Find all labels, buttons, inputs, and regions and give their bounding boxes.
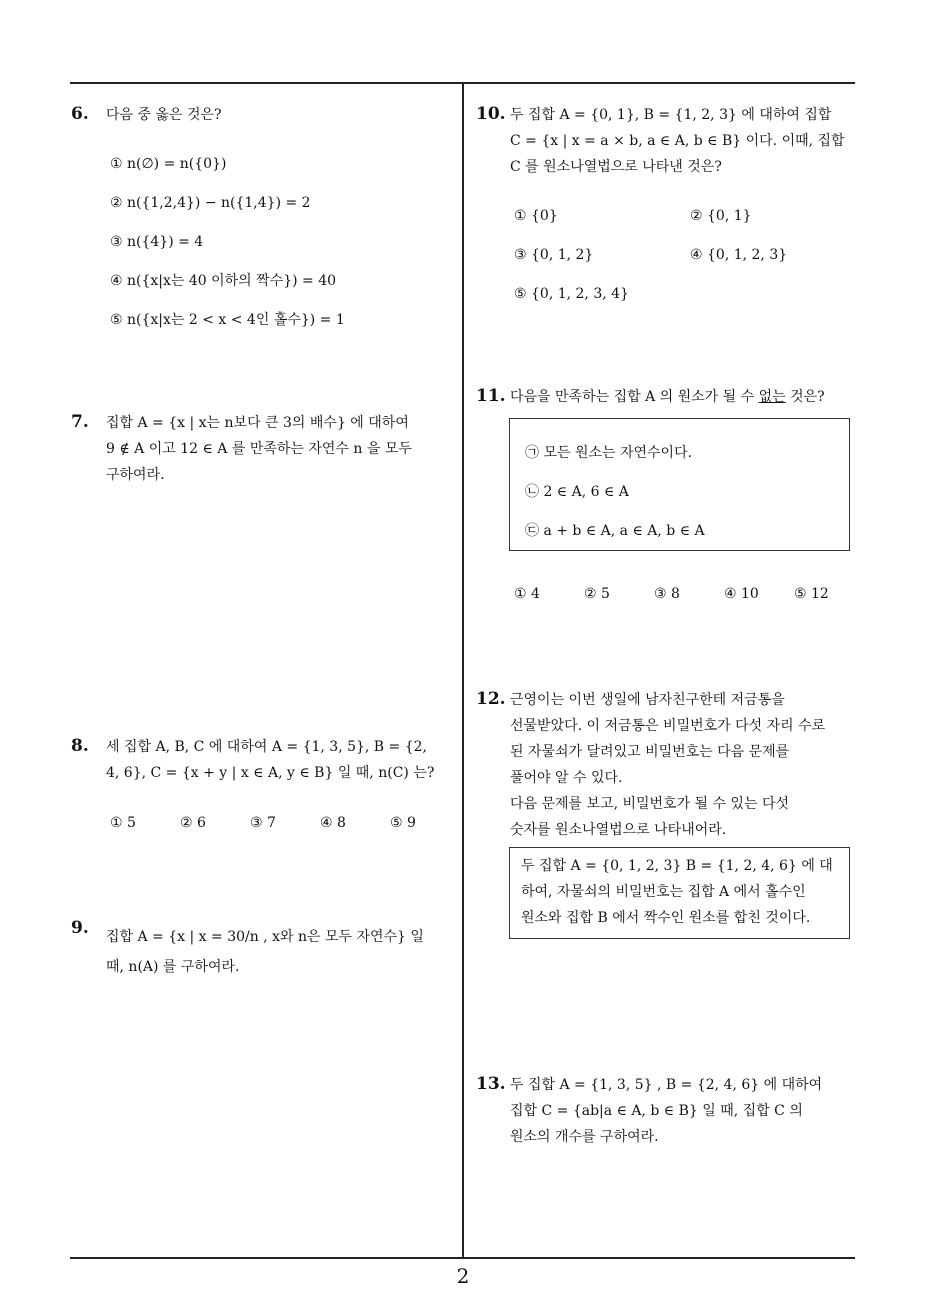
question-number: 7. xyxy=(71,412,89,432)
set-builder-expression: {x | x = 30/n , x와 n은 모두 자연수} xyxy=(168,929,406,945)
question-line-3: 된 자물쇠가 달려있고 비밀번호는 다음 문제를 xyxy=(510,744,790,760)
box-line-2: 하여, 자물쇠의 비밀번호는 집합 A 에서 홀수인 xyxy=(521,884,806,900)
option-5[interactable]: ⑤ 9 xyxy=(390,815,416,831)
condition-2: ㉡ 2 ∈ A, 6 ∈ A xyxy=(525,484,629,500)
question-line-2: 4, 6}, C = {x + y | x ∈ A, y ∈ B} 일 때, n(C) 는? xyxy=(106,765,435,781)
question-line-2: C = {x | x = a × b, a ∈ A, b ∈ B} 이다. 이때, 집합 xyxy=(510,133,845,149)
problem-box xyxy=(509,847,850,939)
question-line-1: 두 집합 A = {1, 3, 5} , B = {2, 4, 6} 에 대하여 xyxy=(510,1077,823,1093)
question-line-2: 선물받았다. 이 저금통은 비밀번호가 다섯 자리 수로 xyxy=(510,718,826,734)
option-4[interactable]: ④ {0, 1, 2, 3} xyxy=(690,247,788,263)
option-2[interactable]: ② 6 xyxy=(180,815,206,831)
option-3[interactable]: ③ n({4}) = 4 xyxy=(110,234,204,250)
condition-1: ㉠ 모든 원소는 자연수이다. xyxy=(525,445,693,461)
option-1[interactable]: ① 5 xyxy=(110,815,136,831)
conditions-box xyxy=(509,418,850,551)
stem-emphasis: 없는 xyxy=(758,389,786,405)
question-line-3: 구하여라. xyxy=(106,467,165,483)
option-4[interactable]: ④ 8 xyxy=(320,815,346,831)
option-3[interactable]: ③ 7 xyxy=(250,815,276,831)
box-line-3: 원소와 집합 B 에서 짝수인 원소를 합친 것이다. xyxy=(521,910,811,926)
question-line-3: 원소의 개수를 구하여라. xyxy=(510,1129,659,1145)
question-line-2: 집합 C = {ab|a ∈ A, b ∈ B} 일 때, 집합 C 의 xyxy=(510,1103,803,1119)
question-line-4: 풀어야 알 수 있다. xyxy=(510,770,623,786)
question-line-3: C 를 원소나열법으로 나타낸 것은? xyxy=(510,159,722,175)
question-line-2: 9 ∉ A 이고 12 ∈ A 를 만족하는 자연수 n 을 모두 xyxy=(106,441,412,457)
stem-text-end: 것은? xyxy=(785,389,825,405)
option-1[interactable]: ① {0} xyxy=(514,208,558,224)
question-number: 13. xyxy=(476,1074,506,1094)
option-1[interactable]: ① 4 xyxy=(514,586,540,602)
question-number: 8. xyxy=(71,736,89,756)
option-3[interactable]: ③ {0, 1, 2} xyxy=(514,247,594,263)
option-5[interactable]: ⑤ n({x|x는 2 < x < 4인 홀수}) = 1 xyxy=(110,312,345,328)
question-line-6: 숫자를 원소나열법으로 나타내어라. xyxy=(510,822,727,838)
set-prefix: 집합 A = xyxy=(106,929,169,945)
question-number: 11. xyxy=(476,386,506,406)
question-line-1: 집합 A = {x | x는 n보다 큰 3의 배수} 에 대하여 xyxy=(106,415,409,431)
option-2[interactable]: ② {0, 1} xyxy=(690,208,752,224)
question-line-1: 두 집합 A = {0, 1}, B = {1, 2, 3} 에 대하여 집합 xyxy=(510,107,832,123)
question-number: 9. xyxy=(71,918,89,938)
bottom-rule xyxy=(70,1257,855,1259)
stem-text: 다음을 만족하는 집합 A 의 원소가 될 수 xyxy=(510,389,759,405)
question-line-5: 다음 문제를 보고, 비밀번호가 될 수 있는 다섯 xyxy=(510,796,790,812)
question-number: 10. xyxy=(476,104,506,124)
option-2[interactable]: ② 5 xyxy=(584,586,610,602)
option-4[interactable]: ④ 10 xyxy=(724,586,759,602)
option-3[interactable]: ③ 8 xyxy=(654,586,680,602)
question-line-1: 근영이는 이번 생일에 남자친구한테 저금통을 xyxy=(510,692,785,708)
option-1[interactable]: ① n(∅) = n({0}) xyxy=(110,156,227,172)
condition-3: ㉢ a + b ∈ A, a ∈ A, b ∈ A xyxy=(525,523,705,539)
question-number: 6. xyxy=(71,104,89,124)
question-number: 12. xyxy=(476,689,506,709)
option-5[interactable]: ⑤ {0, 1, 2, 3, 4} xyxy=(514,286,629,302)
option-2[interactable]: ② n({1,2,4}) − n({1,4}) = 2 xyxy=(110,195,311,211)
question-line-1: 세 집합 A, B, C 에 대하여 A = {1, 3, 5}, B = {2, xyxy=(106,739,427,755)
option-4[interactable]: ④ n({x|x는 40 이하의 짝수}) = 40 xyxy=(110,273,337,289)
column-divider xyxy=(462,82,464,1258)
option-5[interactable]: ⑤ 12 xyxy=(794,586,829,602)
question-line-1 xyxy=(106,928,424,946)
page-number: 2 xyxy=(456,1264,470,1288)
set-suffix: 일 xyxy=(405,929,424,945)
box-line-1: 두 집합 A = {0, 1, 2, 3} B = {1, 2, 4, 6} 에 대 xyxy=(521,858,833,874)
question-stem: 다음 중 옳은 것은? xyxy=(106,107,222,123)
question-stem xyxy=(510,388,825,406)
question-line-2: 때, n(A) 를 구하여라. xyxy=(106,959,240,975)
